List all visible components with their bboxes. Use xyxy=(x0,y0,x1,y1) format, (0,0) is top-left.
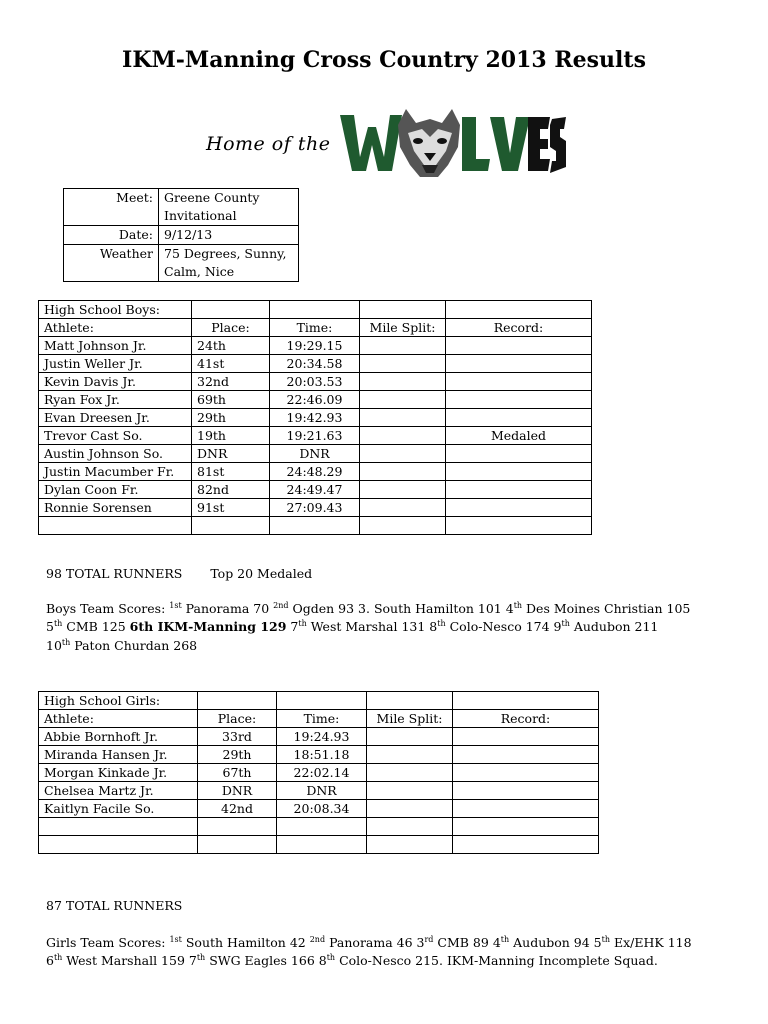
table-row xyxy=(39,337,592,355)
column-header: Mile Split: xyxy=(360,319,446,337)
table-row xyxy=(39,836,599,854)
girls-header-row xyxy=(39,710,599,728)
meet-row xyxy=(64,189,299,226)
page-title: IKM-Manning Cross Country 2013 Results xyxy=(122,47,646,73)
record-cell xyxy=(453,764,599,782)
record-cell xyxy=(446,409,592,427)
score-ordinal: th xyxy=(326,952,336,962)
score-text: West Marshal 131 8 xyxy=(306,619,438,634)
score-ordinal: th xyxy=(53,618,63,628)
boys-total-runners: 98 TOTAL RUNNERS xyxy=(46,566,183,581)
logo-tagline: Home of the xyxy=(206,133,331,155)
score-ordinal: th xyxy=(196,952,206,962)
time-cell: DNR xyxy=(277,782,367,800)
time-cell: 19:42.93 xyxy=(270,409,360,427)
athlete-cell xyxy=(39,818,198,836)
time-cell xyxy=(270,517,360,535)
time-cell: 24:48.29 xyxy=(270,463,360,481)
record-cell xyxy=(453,728,599,746)
table-row xyxy=(39,764,599,782)
girls-section-row xyxy=(39,692,599,710)
place-cell: DNR xyxy=(192,445,270,463)
time-cell: 19:24.93 xyxy=(277,728,367,746)
athlete-cell: Justin Weller Jr. xyxy=(39,355,192,373)
score-text: Ogden 93 3. South Hamilton 101 4 xyxy=(288,601,514,616)
athlete-cell: Austin Johnson So. xyxy=(39,445,192,463)
time-cell: DNR xyxy=(270,445,360,463)
place-cell xyxy=(198,836,277,854)
score-ordinal: th xyxy=(437,618,446,628)
meet-info-table xyxy=(63,188,299,282)
athlete-cell: Kaitlyn Facile So. xyxy=(39,800,198,818)
table-row xyxy=(39,445,592,463)
boys-team-scores-line-1 xyxy=(46,601,690,616)
athlete-cell: Abbie Bornhoft Jr. xyxy=(39,728,198,746)
mile-split-cell xyxy=(360,481,446,499)
record-cell xyxy=(446,517,592,535)
record-cell xyxy=(446,373,592,391)
boys-header-row xyxy=(39,319,592,337)
mile-split-cell xyxy=(367,800,453,818)
record-cell xyxy=(453,746,599,764)
athlete-cell: Ryan Fox Jr. xyxy=(39,391,192,409)
boys-team-scores-line-3 xyxy=(46,638,197,653)
time-cell: 19:21.63 xyxy=(270,427,360,445)
score-ordinal: th xyxy=(298,618,307,628)
girls-team-scores-line-1 xyxy=(46,935,692,950)
wolves-wordmark-logo xyxy=(338,107,566,179)
table-row xyxy=(39,427,592,445)
score-text: West Marshall 159 7 xyxy=(62,953,197,968)
column-header: Time: xyxy=(270,319,360,337)
record-cell xyxy=(453,836,599,854)
record-cell xyxy=(446,337,592,355)
column-header: Place: xyxy=(192,319,270,337)
date-value: 9/12/13 xyxy=(159,226,299,245)
place-cell: 81st xyxy=(192,463,270,481)
column-header: Time: xyxy=(277,710,367,728)
score-ordinal: rd xyxy=(424,934,434,944)
score-ordinal: th xyxy=(561,618,570,628)
athlete-cell: Matt Johnson Jr. xyxy=(39,337,192,355)
table-row xyxy=(39,463,592,481)
table-row xyxy=(39,517,592,535)
table-row xyxy=(39,746,599,764)
mile-split-cell xyxy=(367,818,453,836)
time-cell: 22:46.09 xyxy=(270,391,360,409)
column-header: Record: xyxy=(446,319,592,337)
date-label: Date: xyxy=(64,226,159,245)
score-text: Panorama 70 xyxy=(181,601,274,616)
weather-label: Weather xyxy=(64,245,159,282)
mile-split-cell xyxy=(360,517,446,535)
table-row xyxy=(39,373,592,391)
athlete-cell: Chelsea Martz Jr. xyxy=(39,782,198,800)
score-ordinal: th xyxy=(500,934,510,944)
table-row xyxy=(39,782,599,800)
mile-split-cell xyxy=(360,445,446,463)
athlete-cell xyxy=(39,836,198,854)
time-cell: 27:09.43 xyxy=(270,499,360,517)
record-cell xyxy=(446,463,592,481)
column-header: Mile Split: xyxy=(367,710,453,728)
girls-section-label: High School Girls: xyxy=(39,692,198,710)
score-text: Des Moines Christian 105 xyxy=(522,601,691,616)
column-header: Athlete: xyxy=(39,710,198,728)
time-cell xyxy=(277,818,367,836)
table-row xyxy=(39,728,599,746)
athlete-cell: Morgan Kinkade Jr. xyxy=(39,764,198,782)
athlete-cell: Dylan Coon Fr. xyxy=(39,481,192,499)
score-text: Paton Churdan 268 xyxy=(70,638,198,653)
weather-row xyxy=(64,245,299,282)
place-cell: 41st xyxy=(192,355,270,373)
score-text: Audubon 94 5 xyxy=(509,935,602,950)
girls-total-runners: 87 TOTAL RUNNERS xyxy=(46,898,183,913)
record-cell xyxy=(446,481,592,499)
time-cell: 20:03.53 xyxy=(270,373,360,391)
score-ordinal: th xyxy=(513,600,523,610)
mile-split-cell xyxy=(367,836,453,854)
athlete-cell: Kevin Davis Jr. xyxy=(39,373,192,391)
score-ordinal: th xyxy=(53,952,63,962)
place-cell: 69th xyxy=(192,391,270,409)
mile-split-cell xyxy=(360,409,446,427)
time-cell: 24:49.47 xyxy=(270,481,360,499)
athlete-cell: Miranda Hansen Jr. xyxy=(39,746,198,764)
mile-split-cell xyxy=(360,427,446,445)
place-cell xyxy=(192,517,270,535)
score-text: Audubon 211 xyxy=(569,619,659,634)
mile-split-cell xyxy=(360,463,446,481)
record-cell xyxy=(446,445,592,463)
place-cell: 42nd xyxy=(198,800,277,818)
score-text: 7 xyxy=(286,619,299,634)
place-cell: 24th xyxy=(192,337,270,355)
boys-total-line xyxy=(46,566,312,581)
table-row xyxy=(39,391,592,409)
table-row xyxy=(39,800,599,818)
place-cell: DNR xyxy=(198,782,277,800)
score-ordinal: 2nd xyxy=(273,600,289,610)
mile-split-cell xyxy=(367,728,453,746)
table-row xyxy=(39,499,592,517)
athlete-cell: Justin Macumber Fr. xyxy=(39,463,192,481)
girls-team-scores-line-2 xyxy=(46,953,658,968)
record-cell xyxy=(453,800,599,818)
place-cell xyxy=(198,818,277,836)
record-cell xyxy=(453,782,599,800)
score-text: Ex/EHK 118 xyxy=(610,935,692,950)
table-row xyxy=(39,355,592,373)
place-cell: 82nd xyxy=(192,481,270,499)
record-cell xyxy=(446,391,592,409)
mile-split-cell xyxy=(367,782,453,800)
score-text: CMB 89 4 xyxy=(433,935,501,950)
weather-value: 75 Degrees, Sunny, Calm, Nice xyxy=(159,245,299,282)
record-cell xyxy=(446,499,592,517)
score-ordinal: th xyxy=(61,637,71,647)
girls-results-table xyxy=(38,691,599,854)
place-cell: 29th xyxy=(192,409,270,427)
meet-value: Greene County Invitational xyxy=(159,189,299,226)
mile-split-cell xyxy=(367,764,453,782)
athlete-cell: Trevor Cast So. xyxy=(39,427,192,445)
girls-team-scores-text xyxy=(169,935,691,950)
score-text: South Hamilton 42 xyxy=(181,935,310,950)
score-text: SWG Eagles 166 8 xyxy=(205,953,327,968)
meet-label: Meet: xyxy=(64,189,159,226)
time-cell: 22:02.14 xyxy=(277,764,367,782)
athlete-cell: Evan Dreesen Jr. xyxy=(39,409,192,427)
boys-team-scores-label: Boys Team Scores: xyxy=(46,601,166,616)
boys-medal-note: Top 20 Medaled xyxy=(210,566,313,581)
mile-split-cell xyxy=(360,355,446,373)
place-cell: 33rd xyxy=(198,728,277,746)
score-text: Colo-Nesco 215. IKM-Manning Incomplete Squad. xyxy=(335,953,658,968)
time-cell xyxy=(277,836,367,854)
place-cell: 91st xyxy=(192,499,270,517)
score-text: CMB 125 xyxy=(62,619,130,634)
score-ordinal: 1st xyxy=(169,600,182,610)
time-cell: 19:29.15 xyxy=(270,337,360,355)
record-cell: Medaled xyxy=(446,427,592,445)
place-cell: 67th xyxy=(198,764,277,782)
boys-section-label: High School Boys: xyxy=(39,301,192,319)
girls-team-scores-label: Girls Team Scores: xyxy=(46,935,166,950)
date-row xyxy=(64,226,299,245)
score-text: 10 xyxy=(46,638,62,653)
score-text: Colo-Nesco 174 9 xyxy=(445,619,562,634)
wolves-logo xyxy=(200,95,570,185)
place-cell: 19th xyxy=(192,427,270,445)
record-cell xyxy=(453,818,599,836)
mile-split-cell xyxy=(360,337,446,355)
time-cell: 20:08.34 xyxy=(277,800,367,818)
mile-split-cell xyxy=(360,499,446,517)
mile-split-cell xyxy=(367,746,453,764)
column-header: Place: xyxy=(198,710,277,728)
athlete-cell xyxy=(39,517,192,535)
score-text: Panorama 46 3 xyxy=(325,935,425,950)
ikm-manning-score: 6th IKM-Manning 129 xyxy=(129,619,287,634)
record-cell xyxy=(446,355,592,373)
table-row xyxy=(39,409,592,427)
score-ordinal: th xyxy=(601,934,611,944)
score-text: 6 xyxy=(46,953,54,968)
column-header: Athlete: xyxy=(39,319,192,337)
boys-results-table xyxy=(38,300,592,535)
boys-section-row xyxy=(39,301,592,319)
score-text: 5 xyxy=(46,619,54,634)
time-cell: 20:34.58 xyxy=(270,355,360,373)
place-cell: 32nd xyxy=(192,373,270,391)
place-cell: 29th xyxy=(198,746,277,764)
column-header: Record: xyxy=(453,710,599,728)
table-row xyxy=(39,481,592,499)
boys-team-scores-line-2 xyxy=(46,619,658,634)
score-ordinal: 2nd xyxy=(309,934,326,944)
time-cell: 18:51.18 xyxy=(277,746,367,764)
mile-split-cell xyxy=(360,391,446,409)
boys-team-scores-text xyxy=(169,601,690,616)
athlete-cell: Ronnie Sorensen xyxy=(39,499,192,517)
table-row xyxy=(39,818,599,836)
score-ordinal: 1st xyxy=(169,934,182,944)
mile-split-cell xyxy=(360,373,446,391)
